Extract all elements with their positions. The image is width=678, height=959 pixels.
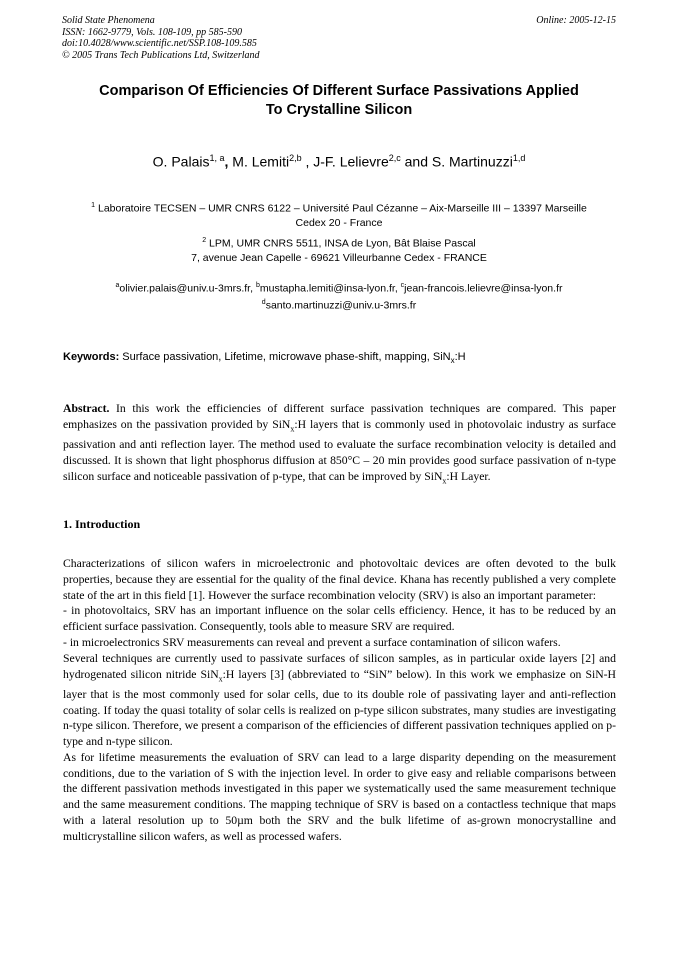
online-date: Online: 2005-12-15 bbox=[536, 15, 616, 26]
email-c[interactable]: jean-francois.lelievre@insa-lyon.fr bbox=[404, 282, 563, 295]
intro-p4-text-a: Several techniques are currently used to passivate surfaces of silicon samples, as in particular oxide layers [2] and hydrogenated silicon nitride SiN bbox=[63, 651, 616, 681]
abstract-label: Abstract. bbox=[63, 402, 110, 415]
paper-title bbox=[40, 82, 638, 120]
affiliation-2-mark: 2 bbox=[202, 237, 207, 244]
email-a[interactable]: olivier.palais@univ.u-3mrs.fr bbox=[119, 282, 251, 295]
affiliation-1-line-2: Cedex 20 - France bbox=[295, 217, 383, 229]
email-b-mark: b bbox=[255, 282, 260, 289]
keywords-end: :H bbox=[454, 351, 466, 363]
abstract-sub-1: x bbox=[290, 424, 295, 434]
title-line-1: Comparison Of Efficiencies Of Different Surface Passivations Applied bbox=[99, 83, 579, 99]
email-list bbox=[56, 279, 622, 312]
intro-paragraph-5: As for lifetime measurements the evaluation of SRV can lead to a large disparity depending on the measurement conditions, due to the variation of S with the injection level. In order to give easy and reliable comparisons between the different passivation methods investigated in this paper we systematically used the same measurement technique and the same measurement conditions. The mapping technique of SRV is based on a contactless technique that maps with a lateral resolution up to 50µm both the SRV and the bulk lifetime of as-grown monocrystalline and multicrystalline silicon wafers, as well as processed wafers. bbox=[63, 750, 616, 843]
author-1-affil: 1, a bbox=[209, 153, 225, 163]
author-sep: , bbox=[224, 153, 229, 170]
affiliation-1-mark: 1 bbox=[91, 202, 96, 209]
email-sep: , bbox=[250, 282, 256, 295]
author-4-affil: 1,d bbox=[512, 153, 526, 163]
email-sep: , bbox=[394, 282, 401, 295]
intro-paragraph-1: Characterizations of silicon wafers in microelectronic and photovoltaic devices are often devoted to the bulk properties, because they are essential for the quality of the final device. Khana has recently published a very complete state of the art in this field [1]. However the surface recombination velocity (SRV) is also an important parameter: bbox=[63, 557, 616, 602]
affiliation-1 bbox=[60, 199, 618, 231]
intro-p4-sub: x bbox=[218, 673, 223, 683]
intro-paragraph-2: - in photovoltaics, SRV has an important influence on the solar cells efficiency. Hence, it has to be reduced by an efficient surface passivation. Consequently, tools able to measure SRV are required. bbox=[63, 604, 616, 634]
issn-line: ISSN: 1662-9779, Vols. 108-109, pp 585-590 bbox=[62, 26, 242, 38]
section-heading-introduction: 1. Introduction bbox=[63, 517, 141, 531]
intro-p4-text-b: :H layers [3] (abbreviated to “SiN” below). In this work we emphasize on SiN-H layer that is the most commonly used for solar cells, due to its double role of passivating layer and anti-reflection coating. If today the quasi totality of solar cells is realized on p-type silicon substrates, many studies are investigating n-type silicon. Therefore, we present a comparison of the efficiencies of different passivation techniques applied on p-type and n-type silicon. bbox=[63, 667, 616, 749]
email-a-mark: a bbox=[115, 282, 120, 289]
journal-header bbox=[62, 15, 616, 61]
abstract-text-2: :H layers that is commonly used in photovolaic industry as surface passivation and anti reflection layer. The method used to evaluate the surface recombination velocity is detailed and discussed. It is shown that light phosphorus diffusion at 850°C – 20 min provides good surface passivation of n-type silicon surface and noticeable passivation of p-type, that can be improved by SiN bbox=[63, 417, 616, 483]
keywords-label: Keywords: bbox=[63, 351, 120, 363]
doi-line: doi:10.4028/www.scientific.net/SSP.108-109.585 bbox=[62, 38, 257, 49]
affiliation-1-text: Laboratoire TECSEN – UMR CNRS 6122 – Université Paul Cézanne – Aix-Marseille III – 13397 Marseille bbox=[95, 202, 587, 215]
intro-paragraph-3: - in microelectronics SRV measurements can reveal and prevent a surface contamination of silicon wafers. bbox=[63, 635, 561, 649]
author-list bbox=[40, 149, 638, 171]
copyright-line: © 2005 Trans Tech Publications Ltd, Switzerland bbox=[62, 49, 260, 61]
author-3-affil: 2,c bbox=[388, 153, 401, 163]
author-2-affil: 2,b bbox=[289, 153, 302, 163]
email-d-mark: d bbox=[261, 298, 266, 306]
affiliation-2-line-1 bbox=[60, 234, 618, 251]
abstract bbox=[63, 401, 616, 489]
author-sep: , bbox=[301, 153, 314, 170]
affiliation-2-text: LPM, UMR CNRS 5511, INSA de Lyon, Bât Blaise Pascal bbox=[206, 237, 476, 250]
affiliation-2-line-2: 7, avenue Jean Capelle - 69621 Villeurbanne Cedex - FRANCE bbox=[191, 252, 487, 264]
abstract-sub-2: x bbox=[442, 475, 447, 485]
introduction-body bbox=[63, 556, 616, 845]
journal-name: Solid State Phenomena bbox=[62, 15, 155, 26]
email-b[interactable]: mustapha.lemiti@insa-lyon.fr bbox=[259, 282, 395, 295]
keywords bbox=[63, 350, 616, 368]
keywords-sub: x bbox=[450, 356, 455, 366]
title-line-2: To Crystalline Silicon bbox=[265, 102, 413, 118]
affiliation-2 bbox=[60, 234, 618, 266]
author-sep: and bbox=[400, 153, 432, 170]
author-2: M. Lemiti bbox=[228, 153, 290, 170]
email-c-mark: c bbox=[400, 282, 405, 289]
keywords-text: Surface passivation, Lifetime, microwave phase-shift, mapping, SiN bbox=[119, 351, 451, 363]
abstract-text-3: :H Layer. bbox=[446, 469, 491, 483]
author-4: S. Martinuzzi bbox=[431, 153, 513, 170]
author-3: J-F. Lelievre bbox=[313, 153, 389, 170]
intro-paragraph-4 bbox=[63, 651, 616, 750]
abstract-text-1: In this work the efficiencies of different surface passivation techniques are compared. This paper emphasizes on the passivation provided by SiN bbox=[63, 402, 616, 431]
affiliation-1-line-1 bbox=[60, 199, 618, 216]
email-d[interactable]: santo.martinuzzi@univ.u-3mrs.fr bbox=[265, 299, 417, 311]
author-1: O. Palais bbox=[152, 153, 210, 170]
